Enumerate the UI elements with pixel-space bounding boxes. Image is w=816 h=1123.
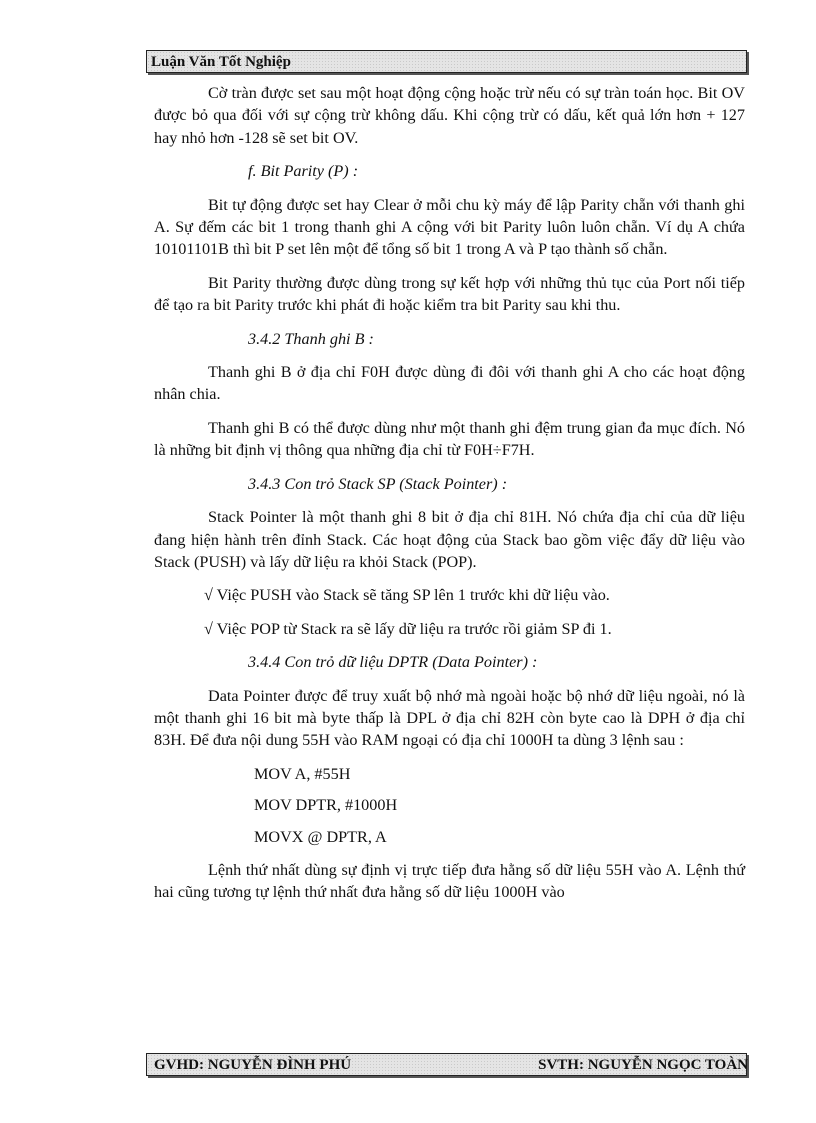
header-title: Luận Văn Tốt Nghiệp xyxy=(151,54,291,70)
code-line: MOV A, #55H xyxy=(254,764,351,783)
page-header xyxy=(146,50,747,73)
paragraph-register-b-1: Thanh ghi B ở địa chỉ F0H được dùng đi đôi với thanh ghi A cho các hoạt động nhân chia. xyxy=(154,363,745,404)
heading-bit-parity: f. Bit Parity (P) : xyxy=(248,162,359,181)
bullet-push: √ Việc PUSH vào Stack sẽ tăng SP lên 1 trước khi dữ liệu vào. xyxy=(204,586,610,605)
paragraph-overflow: Cờ tràn được set sau một hoạt động cộng hoặc trừ nếu có sự tràn toán học. Bit OV được bỏ qua đối với sự cộng trừ không dấu. Khi cộng trừ có dấu, kết quả lớn hơn + 127 hay nhỏ hơn -128 sẽ set bit OV. xyxy=(154,84,745,147)
page-footer xyxy=(146,1053,747,1076)
paragraph-parity-1: Bit tự động được set hay Clear ở mỗi chu kỳ máy để lập Parity chẵn với thanh ghi A. Sự đếm các bit 1 trong thanh ghi A cộng với bit Parity luôn luôn chẵn. Ví dụ A chứa 10101101B thì bit P set lên một để tổng số bit 1 trong A và P tạo thành số chẵn. xyxy=(154,195,745,259)
footer-student: SVTH: NGUYỄN NGỌC TOÀN xyxy=(538,1057,748,1073)
paragraph-data-pointer: Data Pointer được để truy xuất bộ nhớ mà ngoài hoặc bộ nhớ dữ liệu ngoài, nó là một thanh ghi 16 bit mà byte thấp là DPL ở địa chỉ 82H còn byte cao là DPH ở địa chỉ 83H. Để đưa nội dung 55H vào RAM ngoại có địa chỉ 1000H ta dùng 3 lệnh sau : xyxy=(154,686,745,750)
heading-stack-pointer: 3.4.3 Con trỏ Stack SP (Stack Pointer) : xyxy=(248,474,508,493)
heading-data-pointer: 3.4.4 Con trỏ dữ liệu DPTR (Data Pointer) : xyxy=(248,653,538,672)
paragraph-parity-2: Bit Parity thường được dùng trong sự kết hợp với những thủ tục của Port nối tiếp để tạo ra bit Parity trước khi phát đi hoặc kiểm tra bit Parity sau khi thu. xyxy=(154,273,745,315)
paragraph-stack-pointer: Stack Pointer là một thanh ghi 8 bit ở địa chỉ 81H. Nó chứa địa chỉ của dữ liệu đang hiện hành trên đỉnh Stack. Các hoạt động của Stack bao gồm việc đẩy dữ liệu vào Stack (PUSH) và lấy dữ liệu ra khỏi Stack (POP). xyxy=(154,508,745,571)
paragraph-instructions: Lệnh thứ nhất dùng sự định vị trực tiếp đưa hằng số dữ liệu 55H vào A. Lệnh thứ hai cũng tương tự lệnh thứ nhất đưa hằng số dữ liệu 1000H vào xyxy=(154,860,745,902)
paragraph-register-b-2: Thanh ghi B có thể được dùng như một thanh ghi đệm trung gian đa mục đích. Nó là những bit định vị thông qua những địa chỉ từ F0H÷F7H. xyxy=(154,418,745,460)
bullet-pop: √ Việc POP từ Stack ra sẽ lấy dữ liệu ra trước rồi giảm SP đi 1. xyxy=(204,619,612,638)
code-line: MOVX @ DPTR, A xyxy=(254,827,387,846)
footer-advisor: GVHD: NGUYỄN ĐÌNH PHÚ xyxy=(154,1057,352,1073)
code-line: MOV DPTR, #1000H xyxy=(254,796,398,815)
page-body xyxy=(154,82,745,904)
heading-register-b: 3.4.2 Thanh ghi B : xyxy=(248,329,374,348)
